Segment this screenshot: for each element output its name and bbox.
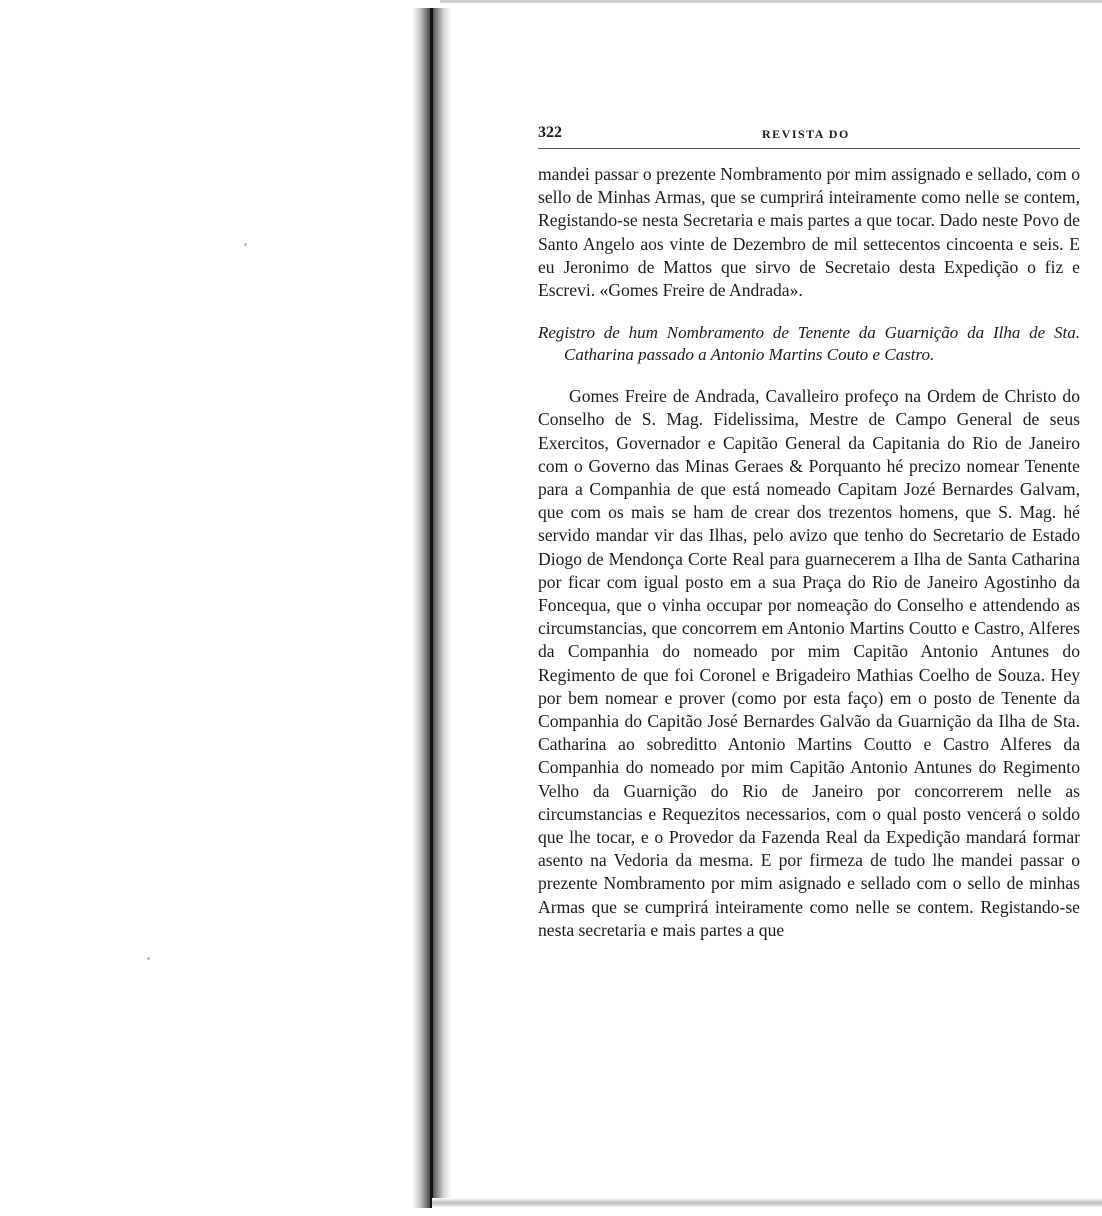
running-header <box>538 120 1080 149</box>
page-top-edge <box>440 0 1102 3</box>
section-heading: Registro de hum Nombramento de Tenente da Guarnição da Ilha de Sta. Catharina passado a Antonio Martins Couto e Castro. <box>538 323 1080 364</box>
journal-title: REVISTA DO <box>762 127 850 141</box>
binding-edge <box>430 8 433 1208</box>
page-bottom-edge <box>432 1198 1102 1208</box>
page-number: 322 <box>538 124 562 141</box>
paragraph-body: Gomes Freire de Andrada, Cavalleiro profeço na Ordem de Christo do Conselho de S. Mag. Fidelissima, Mestre de Campo General de seus Exercitos, Governador e Capitão General da Capitania do Rio de Janeiro com o Governo das Minas Geraes & Porquanto hé precizo nomear Tenente para a Companhia de que está nomeado Capitam Jozé Bernardes Galvam, que com os mais se ham de crear dos trezentos homens, que S. Mag. hé servido mandar vir das Ilhas, pelo avizo que tenho do Secretario de Estado Diogo de Mendonça Corte Real para guarnecerem a Ilha de Santa Catharina por ficar com igual posto em a sua Praça do Rio de Janeiro Agostinho da Foncequa, que o vinha occupar por nomeação do Conselho e attendendo as circumstancias, que concorrem em Antonio Martins Coutto e Castro, Alferes da Companhia do nomeado por mim Capitão Antonio Antunes do Regimento de que foi Coronel e Brigadeiro Mathias Coelho de Souza. Hey por bem nomear e prover (como por esta faço) em o posto de Tenente da Companhia do Capitão José Bernardes Galvão da Guarnição da Ilha de Sta. Catharina ao sobreditto Antonio Martins Coutto e Castro Alferes da Companhia do nomeado por mim Capitão Antonio Antunes do Regimento Velho da Guarnição do Rio de Janeiro por concorrerem nelle as circumstancias e Requezitos necessarios, com o qual posto vencerá o soldo que lhe tocar, e o Provedor da Fazenda Real da Expedição mandará formar asento na Vedoria da mesma. E por firmeza de tudo lhe mandei passar o prezente Nombramento por mim asignado e sellado com o sello de minhas Armas que se cumprirá inteiramente como nelle se contem. Registando-se nesta secretaria e mais partes a que <box>538 386 1080 940</box>
scan-speck <box>147 957 150 960</box>
book-page <box>538 120 1080 942</box>
paragraph-continuation: mandei passar o prezente Nombramento por mim assignado e sellado, com o sello de Minhas Armas, que se cumprirá inteiramente como nelle se contem, Registando-se nesta Secretaria e mais partes a que tocar. Dado neste Povo de Santo Angelo aos vinte de Dezembro de mil settecentos cincoenta e seis. E eu Jeronimo de Mattos que sirvo de Secretaio desta Expedição o fiz e Escrevi. «Gomes Freire de Andrada». <box>538 164 1080 301</box>
scan-speck <box>244 243 247 246</box>
